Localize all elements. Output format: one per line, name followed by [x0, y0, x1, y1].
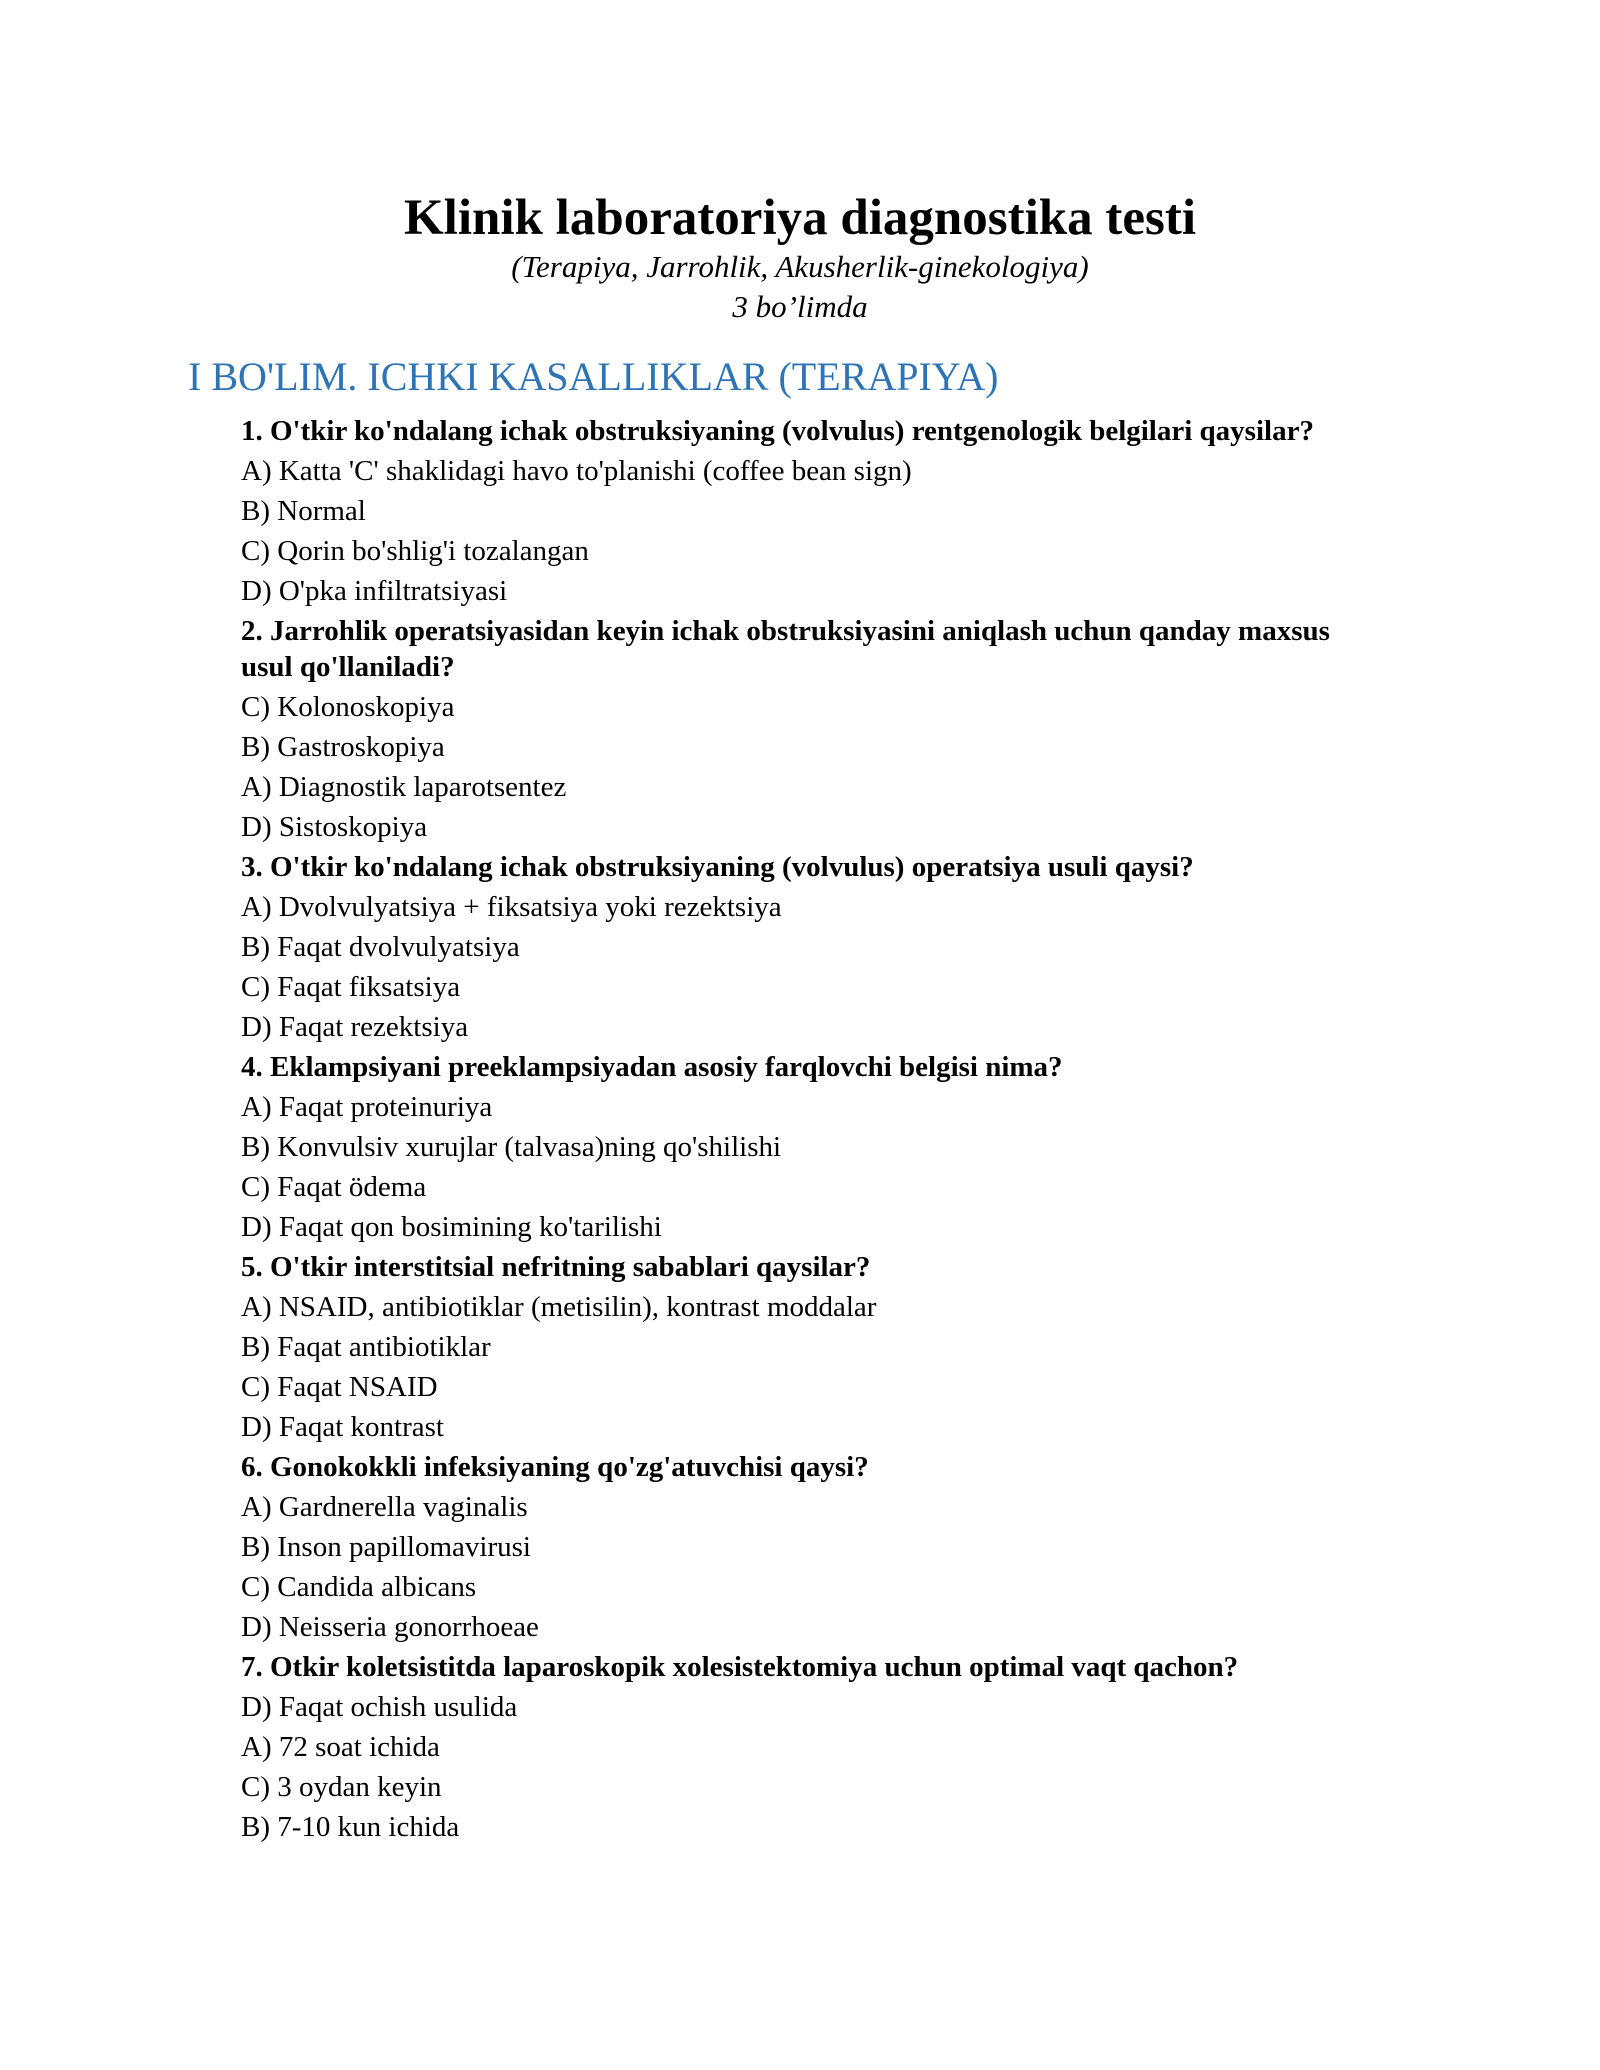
question-text: 4. Eklampsiyani preeklampsiyadan asosiy farqlovchi belgisi nima? — [241, 1051, 1063, 1083]
answer-option: A) Diagnostik laparotsentez — [241, 771, 567, 803]
question-text: 6. Gonokokkli infeksiyaning qo'zg'atuvchisi qaysi? — [241, 1451, 869, 1483]
question-text: 2. Jarrohlik operatsiyasidan keyin ichak obstruksiyasini aniqlash uchun qanday maxsus usul qo'llaniladi? — [241, 615, 1330, 683]
section-heading: I BO'LIM. ICHKI KASALLIKLAR (TERAPIYA) — [188, 354, 999, 399]
answer-option: D) Faqat ochish usulida — [241, 1691, 518, 1723]
question-1 — [241, 413, 1441, 609]
answer-option: B) Normal — [241, 495, 366, 527]
question-4 — [241, 1049, 1441, 1245]
document-subtitle: (Terapiya, Jarrohlik, Akusherlik-ginekologiya) — [511, 249, 1089, 284]
question-3 — [241, 849, 1441, 1045]
answer-option: A) Faqat proteinuriya — [241, 1091, 493, 1123]
question-7 — [241, 1649, 1441, 1845]
answer-option: C) Faqat ödema — [241, 1171, 427, 1203]
question-text: 3. O'tkir ko'ndalang ichak obstruksiyaning (volvulus) operatsiya usuli qaysi? — [241, 851, 1194, 883]
document-title: Klinik laboratoriya diagnostika testi — [404, 190, 1196, 246]
answer-option: D) Faqat rezektsiya — [241, 1011, 469, 1043]
answer-option: C) Faqat NSAID — [241, 1371, 438, 1403]
answer-option: D) Sistoskopiya — [241, 811, 428, 843]
question-6 — [241, 1449, 1441, 1645]
answer-option: D) Faqat kontrast — [241, 1411, 444, 1443]
answer-option: D) Neisseria gonorrhoeae — [241, 1611, 539, 1643]
answer-option: B) Faqat dvolvulyatsiya — [241, 931, 520, 963]
document-parts-note: 3 bo’limda — [732, 289, 868, 324]
answer-option: C) Candida albicans — [241, 1571, 477, 1603]
answer-option: B) Faqat antibiotiklar — [241, 1331, 491, 1363]
question-2 — [241, 613, 1441, 845]
answer-option: A) 72 soat ichida — [241, 1731, 440, 1763]
answer-option: C) Kolonoskopiya — [241, 691, 455, 723]
answer-option: A) Dvolvulyatsiya + fiksatsiya yoki rezektsiya — [241, 891, 782, 923]
answer-option: D) Faqat qon bosimining ko'tarilishi — [241, 1211, 662, 1243]
answer-option: B) Inson papillomavirusi — [241, 1531, 531, 1563]
question-5 — [241, 1249, 1441, 1445]
answer-option: A) Gardnerella vaginalis — [241, 1491, 528, 1523]
question-text: 5. O'tkir interstitsial nefritning sabablari qaysilar? — [241, 1251, 871, 1283]
answer-option: C) Qorin bo'shlig'i tozalangan — [241, 535, 589, 567]
answer-option: A) Katta 'C' shaklidagi havo to'planishi (coffee bean sign) — [241, 455, 912, 487]
answer-option: B) Konvulsiv xurujlar (talvasa)ning qo'shilishi — [241, 1131, 782, 1163]
answer-option: A) NSAID, antibiotiklar (metisilin), kontrast moddalar — [241, 1291, 877, 1323]
question-text: 7. Otkir koletsistitda laparoskopik xolesistektomiya uchun optimal vaqt qachon? — [241, 1651, 1239, 1683]
answer-option: C) 3 oydan keyin — [241, 1771, 442, 1803]
question-list — [241, 413, 1441, 1849]
question-text: 1. O'tkir ko'ndalang ichak obstruksiyaning (volvulus) rentgenologik belgilari qaysilar? — [241, 415, 1314, 447]
answer-option: B) Gastroskopiya — [241, 731, 445, 763]
answer-option: B) 7-10 kun ichida — [241, 1811, 460, 1843]
answer-option: C) Faqat fiksatsiya — [241, 971, 461, 1003]
answer-option: D) O'pka infiltratsiyasi — [241, 575, 508, 607]
